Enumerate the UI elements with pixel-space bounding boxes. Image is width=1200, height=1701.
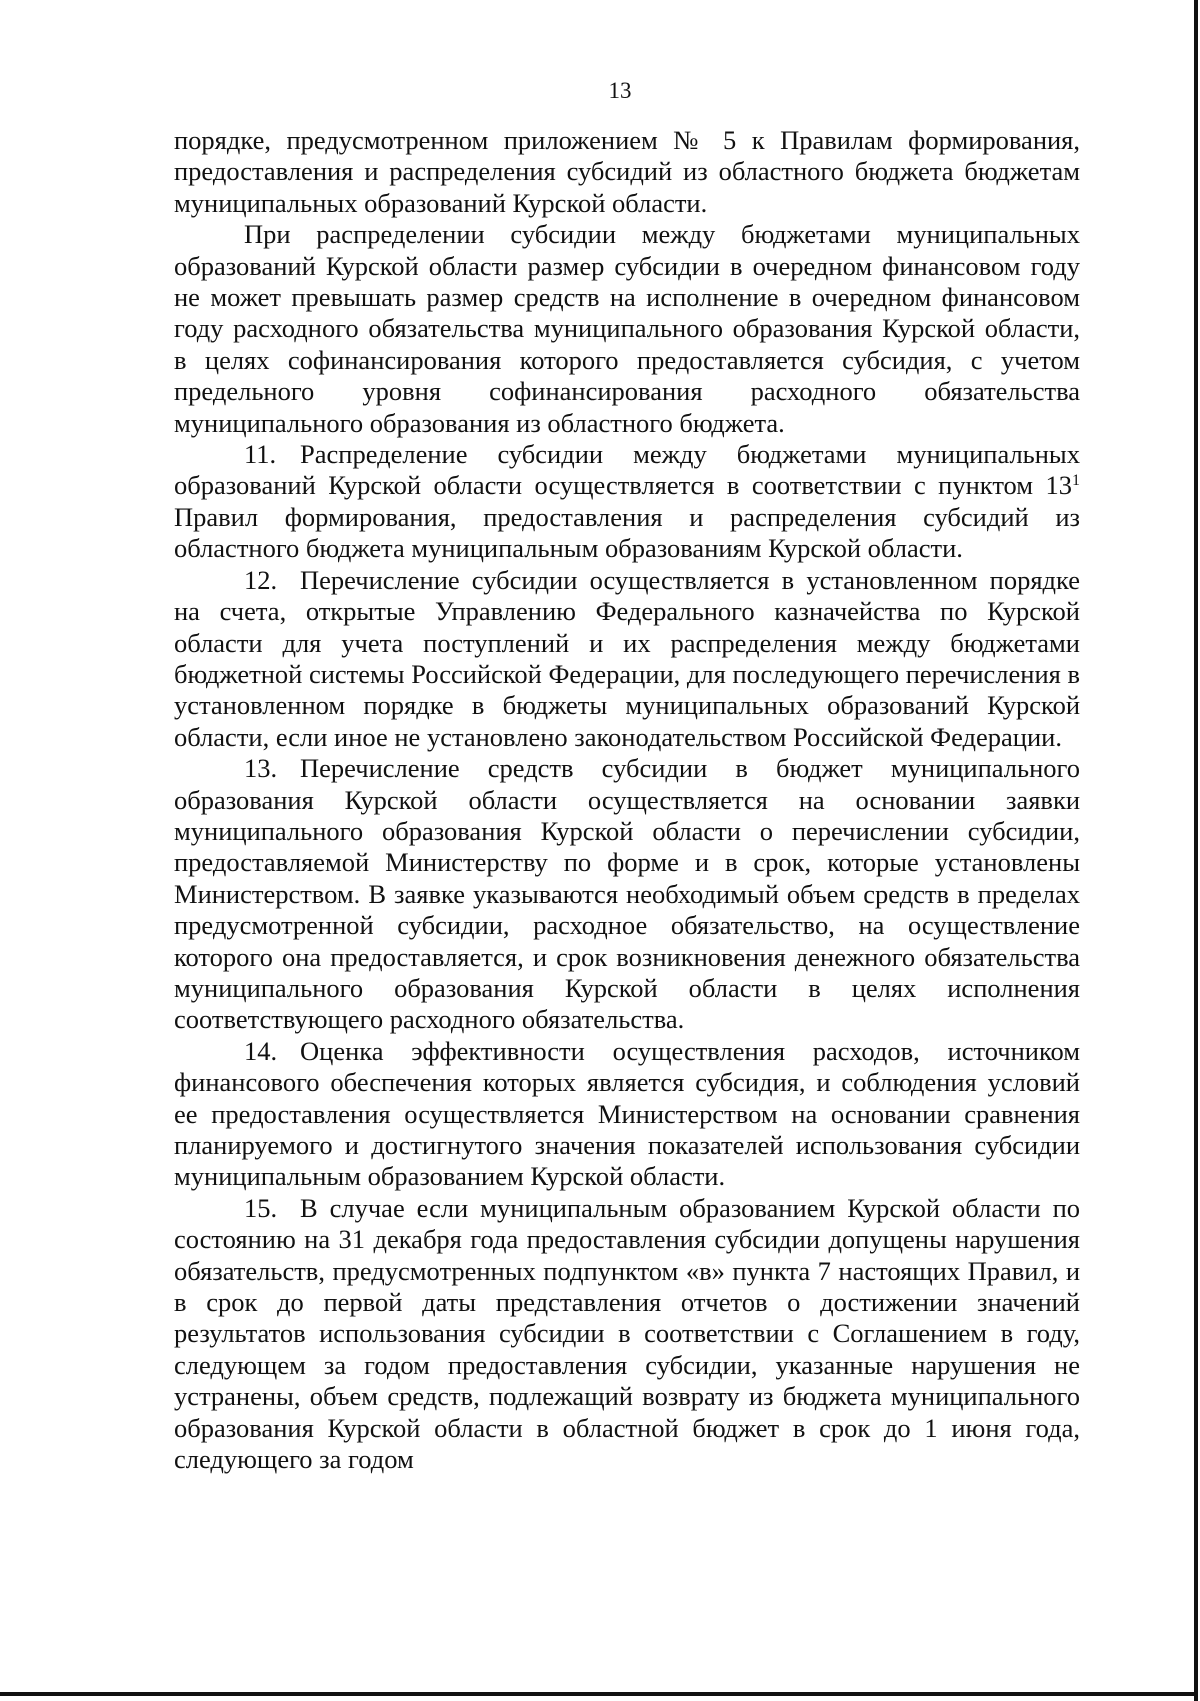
paragraph-text: Оценка эффективности осуществления расходов, источником финансового обеспечения которых является субсидия, и соблюдения условий ее предоставления осуществляется Министерством на основании сравнения планируемого и достигнутого значения показателей использования субсидии муниципальным образованием Курской области. [174,1035,1080,1192]
paragraph-number: 11. [244,439,277,470]
paragraph-12 [174,565,1080,753]
paragraph-11 [174,439,1080,565]
paragraph-text: Перечисление субсидии осуществляется в установленном порядке на счета, открытые Управлению Федерального казначейства по Курской области для учета поступлений и их распределения между бюджетами бюджетной системы Российской Федерации, для последующего перечисления в установленном порядке в бюджеты муниципальных образований Курской области, если иное не установлено законодательством Российской Федерации. [174,564,1080,752]
paragraph-text: Распределение субсидии между бюджетами муниципальных образований Курской области осуществляется в соответствии с пунктом 13 [174,439,1080,501]
paragraph-number: 14. [244,1035,278,1066]
paragraph-continuation: порядке, предусмотренном приложением № 5 к Правилам формирования, предоставления и распределения субсидий из областного бюджета бюджетам муниципальных образований Курской области. [174,125,1080,218]
paragraph-text: В случае если муниципальным образованием Курской области по состоянию на 31 декабря года предоставления субсидии допущены нарушения обязательств, предусмотренных подпунктом «в» пункта 7 настоящих Правил, и в срок до первой даты представления отчетов о достижении значений результатов использования субсидии в соответствии с Соглашением в году, следующем за годом предоставления субсидии, указанные нарушения не устранены, объем средств, подлежащий возврату из бюджета муниципального образования Курской области в областной бюджет в срок до 1 июня года, следующего за годом [174,1192,1080,1475]
document-body [174,125,1080,1475]
paragraph-15 [174,1193,1080,1476]
paragraph-14 [174,1036,1080,1193]
paragraph-text: Перечисление средств субсидии в бюджет муниципального образования Курской области осуществляется на основании заявки муниципального образования Курской области о перечислении субсидии, предоставляемой Министерству по форме и в срок, которые установлены Министерством. В заявке указываются необходимый объем средств в пределах предусмотренной субсидии, расходное обязательство, на осуществление которого она предоставляется, и срок возникновения денежного обязательства муниципального образования Курской области в целях исполнения соответствующего расходного обязательства. [174,753,1080,1035]
page-number: 13 [608,78,632,103]
paragraph-number: 15. [244,1192,278,1223]
paragraph-13 [174,753,1080,1036]
paragraph-number: 12. [244,564,278,595]
scan-edge-bottom [0,1692,1198,1696]
paragraph-distribution-limit: При распределении субсидии между бюджетами муниципальных образований Курской области размер субсидии в очередном финансовом году не может превышать размер средств на исполнение в очередном финансовом году расходного обязательства муниципального образования Курской области, в целях софинансирования которого предоставляется субсидия, с учетом предельного уровня софинансирования расходного обязательства муниципального образования из областного бюджета. [174,219,1080,438]
paragraph-text: Правил формирования, предоставления и распределения субсидий из областного бюджета муниципальным образованиям Курской области. [174,501,1080,564]
paragraph-number: 13. [244,753,278,784]
superscript: 1 [1072,472,1080,490]
scan-edge-right [1194,0,1198,1701]
